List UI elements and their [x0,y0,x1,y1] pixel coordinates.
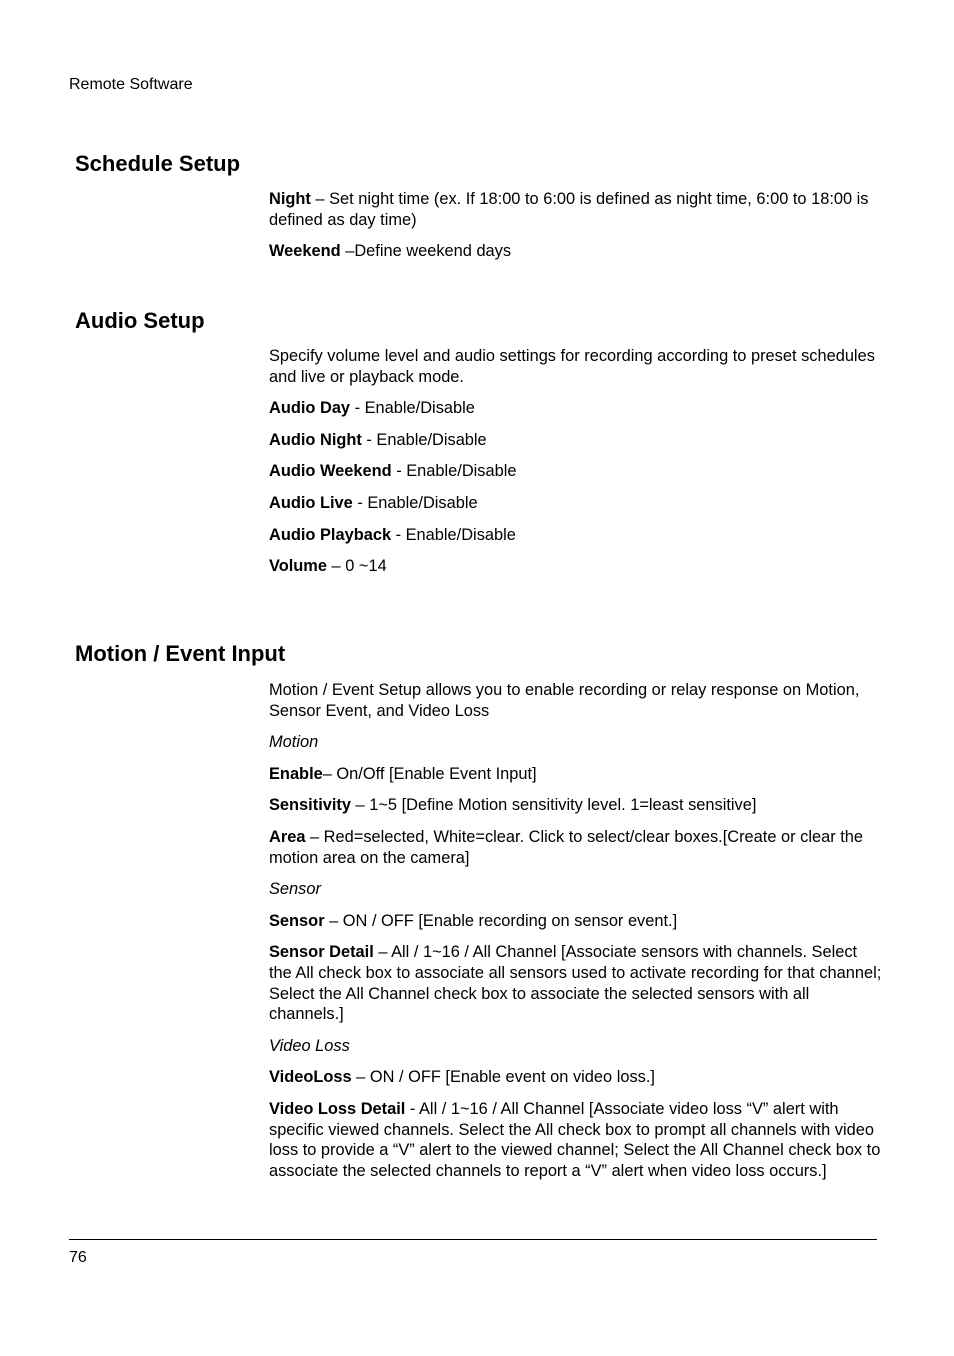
paragraph-volume [269,556,884,577]
term-description: - Enable/Disable [350,399,475,418]
section-body-audio-setup [269,346,884,588]
term-description: – All / 1~16 / All Channel [Associate sensors with channels. Select the All check box to associate all sensors used to activate recording for that channel; Select the All Channel check box to associate the selected sensors with all channels.] [269,943,882,1024]
paragraph-audio-day [269,398,884,419]
paragraph-weekend [269,241,884,262]
term-description: – Set night time (ex. If 18:00 to 6:00 is defined as night time, 6:00 to 18:00 is defined as day time) [269,190,869,229]
term-description: – ON / OFF [Enable recording on sensor event.] [324,911,678,930]
term-description: - Enable/Disable [391,462,517,481]
running-header: Remote Software [69,76,193,93]
intro-text: Motion / Event Setup allows you to enable recording or relay response on Motion, Sensor Event, and Video Loss [269,681,860,720]
term-label: Audio Night [269,430,362,449]
paragraph-audio-playback [269,525,884,546]
term-description: - Enable/Disable [361,430,487,449]
term-label: Video Loss Detail [269,1099,406,1118]
paragraph-sensitivity [269,795,884,816]
paragraph-enable [269,764,884,785]
paragraph-audio-weekend [269,461,884,482]
term-label: Volume [269,557,327,576]
term-description: – On/Off [Enable Event Input] [322,764,537,783]
paragraph-area [269,827,884,868]
intro-text: Specify volume level and audio settings for recording according to preset schedules and live or playback mode. [269,347,875,386]
section-heading-audio-setup: Audio Setup [75,308,205,333]
paragraph-audio-intro [269,346,884,387]
term-label: Audio Weekend [269,462,392,481]
term-label: Night [269,190,311,208]
term-label: Weekend [269,242,341,261]
paragraph-audio-live [269,493,884,514]
term-description: – 1~5 [Define Motion sensitivity level. 1=least sensitive] [351,796,757,815]
term-label: Sensor [269,911,325,930]
term-label: Audio Live [269,493,353,512]
footer-divider [69,1239,877,1240]
term-description: - Enable/Disable [352,493,478,512]
term-label: Audio Playback [269,525,392,544]
term-label: Area [269,827,306,846]
paragraph-sensor-detail [269,942,884,1024]
term-description: – Red=selected, White=clear. Click to select/clear boxes.[Create or clear the motion area on the camera] [269,827,863,867]
subheading-motion: Motion [269,733,319,752]
term-description: –Define weekend days [340,242,512,261]
section-body-schedule-setup [269,189,884,273]
term-description: - All / 1~16 / All Channel [Associate video loss “V” alert with specific viewed channels. Select the All check box to prompt all channels with video loss to provide a “V” alert to the viewed channel; Select the All Channel check box to associate the selected channels to report a “V” alert when video loss occurs.] [269,1099,881,1180]
term-label: Sensitivity [269,796,351,815]
term-description: – ON / OFF [Enable event on video loss.] [351,1068,655,1087]
term-label: Audio Day [269,399,351,418]
section-heading-schedule-setup: Schedule Setup [75,151,241,176]
term-description: – 0 ~14 [326,557,387,576]
page-number: 76 [69,1249,87,1266]
paragraph-sensor [269,911,884,932]
subheading-video-loss: Video Loss [269,1036,350,1055]
paragraph-video-loss-detail [269,1099,884,1181]
term-description: - Enable/Disable [391,525,516,544]
paragraph-audio-night [269,430,884,451]
subheading-sensor: Sensor [269,880,321,899]
term-label: Sensor Detail [269,943,374,962]
section-heading-motion-event-input: Motion / Event Input [75,641,286,666]
term-label: VideoLoss [269,1068,352,1087]
section-body-motion-event-input [269,680,884,1192]
term-label: Enable [269,764,323,783]
paragraph-night [269,189,884,230]
paragraph-videoloss [269,1067,884,1088]
paragraph-motion-intro [269,680,884,721]
